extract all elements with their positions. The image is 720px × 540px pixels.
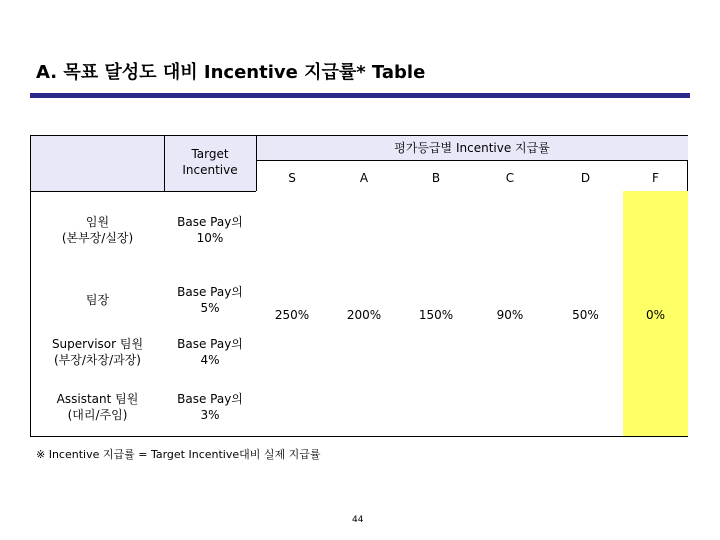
page-number: 44 xyxy=(352,515,364,525)
grade-a-header: A xyxy=(359,171,369,185)
header-group-divider xyxy=(256,160,688,161)
rate-f: 0% xyxy=(645,308,666,322)
target-incentive-header: Target Incentive xyxy=(182,147,238,177)
position-cell: 팀장 xyxy=(85,293,110,307)
page-title: A. 목표 달성도 대비 Incentive 지급률* Table xyxy=(36,62,426,83)
target-cell: Base Pay의 5% xyxy=(177,285,243,315)
target-cell: Base Pay의 4% xyxy=(177,337,243,367)
title-divider xyxy=(30,93,690,98)
target-cell: Base Pay의 3% xyxy=(177,392,243,422)
position-cell: Supervisor 팀원 (부장/차장/과장) xyxy=(51,337,144,367)
grade-f-header: F xyxy=(652,171,659,185)
grade-d-header: D xyxy=(580,171,591,185)
rate-s: 250% xyxy=(274,308,310,322)
rate-a: 200% xyxy=(346,308,382,322)
grade-group-header: 평가등급별 Incentive 지급률 xyxy=(394,141,550,155)
rate-c: 90% xyxy=(496,308,524,322)
position-cell: Assistant 팀원 (대리/주임) xyxy=(56,392,139,422)
target-cell: Base Pay의 10% xyxy=(177,215,243,245)
grade-s-header: S xyxy=(288,171,296,185)
grade-c-header: C xyxy=(505,171,515,185)
position-cell: 임원 (본부장/실장) xyxy=(61,215,134,245)
rate-d: 50% xyxy=(572,308,599,322)
grade-b-header: B xyxy=(431,171,441,185)
header-bottom-line xyxy=(31,191,256,192)
footnote: ※ Incentive 지급률 = Target Incentive대비 실제 지급률 xyxy=(36,448,321,461)
rate-b: 150% xyxy=(418,308,454,322)
incentive-table xyxy=(30,135,688,437)
